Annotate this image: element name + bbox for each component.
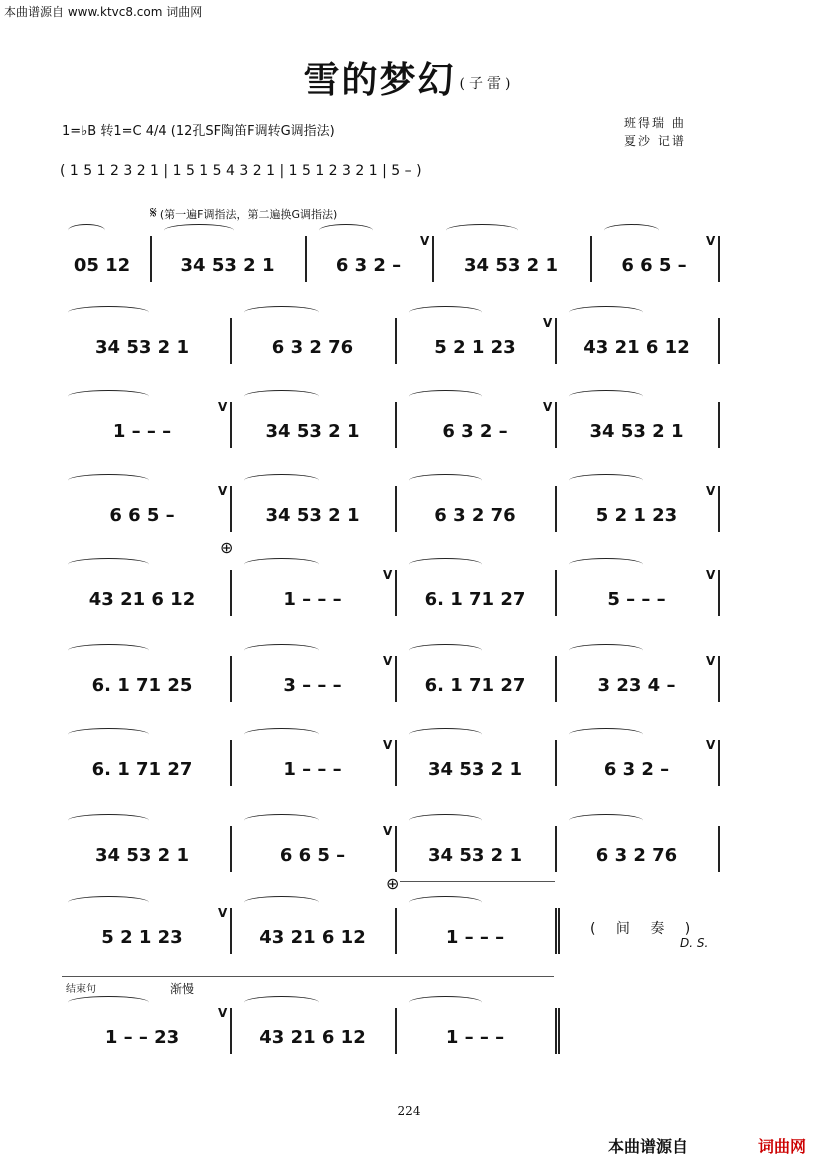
measure: 43 21 6 12	[583, 337, 690, 358]
measure: 34 53 2 1	[95, 845, 189, 866]
measure: 6 6 5 –	[621, 255, 687, 276]
measure: 1 – – 23	[104, 1027, 180, 1048]
site-header	[4, 3, 202, 20]
barline	[555, 402, 557, 448]
measure: 1 – – –	[445, 1027, 505, 1048]
breath-mark: V	[218, 400, 228, 414]
barline	[718, 486, 720, 532]
barline	[590, 236, 592, 282]
final-barline	[558, 908, 560, 954]
slur	[68, 224, 105, 237]
breath-mark: V	[706, 484, 716, 498]
watermark-left: 本曲谱源自	[608, 1137, 689, 1156]
measure: 6 3 2 –	[442, 421, 508, 442]
slur	[68, 996, 149, 1009]
slur	[244, 390, 319, 403]
score-row	[62, 402, 722, 462]
transcriber: 夏沙 记谱	[624, 134, 686, 148]
coda-bracket	[400, 881, 555, 882]
barline	[718, 402, 720, 448]
measure: 6. 1 71 27	[91, 759, 193, 780]
song-title	[0, 52, 818, 103]
slur	[409, 474, 482, 487]
measure: 6 6 5 –	[279, 845, 346, 866]
slur	[319, 224, 373, 237]
score-row	[62, 570, 722, 630]
slur	[409, 558, 482, 571]
barline	[395, 656, 397, 702]
measure: 6 6 5 –	[109, 505, 175, 526]
measure: 43 21 6 12	[259, 927, 366, 948]
fingering-note-text: (第一遍F调指法，第二遍换G调指法)	[159, 208, 338, 221]
barline	[432, 236, 434, 282]
barline	[718, 826, 720, 872]
barline	[718, 236, 720, 282]
barline	[555, 740, 557, 786]
measure: 43 21 6 12	[259, 1027, 366, 1048]
credits	[624, 114, 686, 150]
breath-mark: V	[383, 738, 393, 752]
measure: 6. 1 71 25	[91, 675, 193, 696]
slur	[244, 474, 319, 487]
breath-mark: V	[706, 234, 716, 248]
slur	[68, 390, 149, 403]
barline	[395, 1008, 397, 1054]
measure: 6 3 2 76	[595, 845, 678, 866]
final-barline	[558, 1008, 560, 1054]
measure: 5 2 1 23	[595, 505, 678, 526]
site-name-left: 本曲谱源自	[4, 5, 65, 19]
measure: 34 53 2 1	[589, 421, 684, 442]
intro-line: ( 1 5 1 2 3 2 1 | 1 5 1 5 4 3 2 1 | 1 5 1 2 3 2 1 | 5 – )	[60, 163, 422, 179]
barline	[230, 908, 232, 954]
slur	[409, 996, 482, 1009]
barline	[555, 318, 557, 364]
slur	[409, 390, 482, 403]
site-url[interactable]: www.ktvc8.com	[67, 5, 163, 19]
title-text: 雪的梦幻	[303, 59, 456, 101]
measure: 43 21 6 12	[88, 589, 196, 610]
barline	[555, 656, 557, 702]
slur	[68, 558, 149, 571]
ending-label: 结束句	[66, 984, 96, 995]
ds-mark: D. S.	[680, 936, 709, 950]
slur	[569, 390, 643, 403]
interlude-label: ( 间 奏 )	[590, 921, 699, 937]
slur	[244, 996, 319, 1009]
slur	[68, 644, 149, 657]
barline	[230, 486, 232, 532]
slur	[164, 224, 234, 237]
breath-mark: V	[420, 234, 430, 248]
slur	[569, 644, 643, 657]
slur	[569, 474, 643, 487]
ending-bracket	[62, 976, 554, 977]
breath-mark: V	[383, 568, 393, 582]
slur	[409, 896, 482, 909]
breath-mark: V	[706, 738, 716, 752]
measure: 5 2 1 23	[434, 337, 516, 358]
slur	[244, 896, 319, 909]
barline	[555, 826, 557, 872]
barline	[718, 740, 720, 786]
measure: 34 53 2 1	[265, 421, 360, 442]
measure: 5 2 1 23	[101, 927, 183, 948]
barline	[230, 570, 232, 616]
barline	[230, 318, 232, 364]
slur	[409, 814, 482, 827]
measure: 6 3 2 –	[335, 255, 402, 276]
coda-icon: ⊕	[220, 538, 234, 557]
slur	[569, 558, 643, 571]
score-row	[62, 908, 722, 968]
breath-mark: V	[383, 824, 393, 838]
segno-icon: 𝄋	[150, 203, 157, 222]
key-signature: 1=♭B 转1=C 4/4 (12孔SF陶笛F调转G调指法)	[62, 124, 335, 139]
measure: 34 53 2 1	[428, 845, 522, 866]
barline	[230, 402, 232, 448]
score-row	[62, 1008, 722, 1068]
slur	[68, 728, 149, 741]
barline	[395, 318, 397, 364]
breath-mark: V	[543, 316, 553, 330]
measure: 34 53 2 1	[180, 255, 275, 276]
measure: 34 53 2 1	[464, 255, 558, 276]
score-row	[62, 656, 722, 716]
slur	[68, 474, 149, 487]
slur	[409, 306, 482, 319]
breath-mark: V	[383, 654, 393, 668]
composer: 班得瑞 曲	[624, 116, 686, 130]
slur	[569, 814, 643, 827]
measure: 1 – – –	[283, 589, 342, 610]
measure: 3 – – –	[283, 675, 342, 696]
slur	[244, 728, 319, 741]
slur	[604, 224, 659, 237]
measure: 34 53 2 1	[265, 505, 360, 526]
barline	[395, 740, 397, 786]
subtitle: (子雷)	[459, 76, 515, 92]
barline	[305, 236, 307, 282]
score-row	[62, 486, 722, 546]
measure: 34 53 2 1	[95, 337, 189, 358]
barline	[230, 656, 232, 702]
barline	[395, 486, 397, 532]
slur	[446, 224, 518, 237]
measure: 1 – – –	[445, 927, 505, 948]
coda-icon: ⊕	[386, 874, 400, 893]
watermark-right: 词曲网	[758, 1137, 807, 1156]
barline	[718, 656, 720, 702]
breath-mark: V	[218, 906, 228, 920]
barline	[555, 570, 557, 616]
barline	[555, 486, 557, 532]
slur	[68, 814, 149, 827]
measure: 6 3 2 76	[434, 505, 516, 526]
slur	[569, 306, 643, 319]
barline	[395, 908, 397, 954]
barline	[230, 826, 232, 872]
slur	[569, 728, 643, 741]
slur	[68, 896, 149, 909]
measure: 3 23 4 –	[597, 675, 676, 696]
measure: 6. 1 71 27	[424, 589, 526, 610]
score-row	[62, 236, 722, 296]
slur	[244, 644, 319, 657]
measure: 6 3 2 –	[603, 759, 670, 780]
breath-mark: V	[706, 654, 716, 668]
barline	[395, 402, 397, 448]
site-name-right: 词曲网	[166, 5, 203, 19]
slur	[244, 814, 319, 827]
slur	[244, 306, 319, 319]
barline	[718, 318, 720, 364]
fingering-note	[150, 203, 337, 223]
barline	[150, 236, 152, 282]
barline	[555, 1008, 557, 1054]
breath-mark: V	[706, 568, 716, 582]
measure: 5 – – –	[607, 589, 666, 610]
slur	[409, 728, 482, 741]
measure: 1 – – –	[283, 759, 342, 780]
page-number: 224	[397, 1104, 421, 1118]
measure: 05 12	[73, 255, 131, 276]
measure: 6 3 2 76	[271, 337, 354, 358]
measure: 1 – – –	[112, 421, 172, 442]
barline	[555, 908, 557, 954]
score-row	[62, 318, 722, 378]
score-row	[62, 740, 722, 800]
barline	[230, 1008, 232, 1054]
measure: 34 53 2 1	[428, 759, 522, 780]
barline	[395, 570, 397, 616]
barline	[718, 570, 720, 616]
measure: 6. 1 71 27	[424, 675, 526, 696]
breath-mark: V	[218, 484, 228, 498]
barline	[395, 826, 397, 872]
slur	[409, 644, 482, 657]
slur	[68, 306, 149, 319]
tempo-ritardando: 渐慢	[170, 982, 195, 996]
breath-mark: V	[218, 1006, 228, 1020]
breath-mark: V	[543, 400, 553, 414]
barline	[230, 740, 232, 786]
slur	[244, 558, 319, 571]
